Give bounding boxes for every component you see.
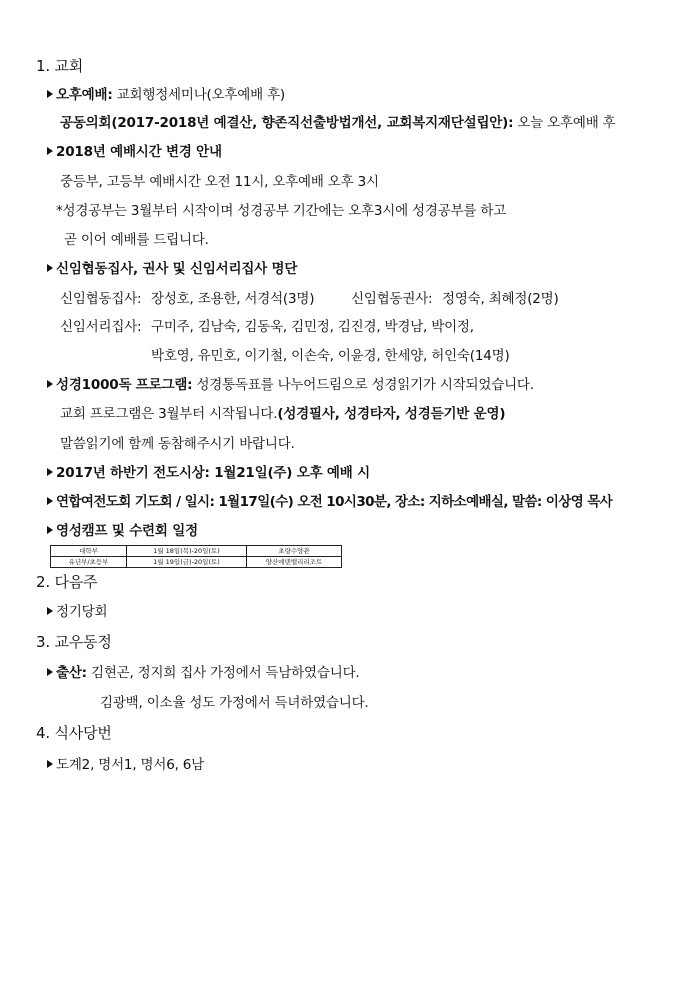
- deacon-label: 신임협동집사:: [60, 291, 142, 307]
- camp-group: 대학부: [51, 546, 127, 557]
- camp-dates: 1월 19일(금)-20일(토): [127, 557, 247, 568]
- meal-duty-text: 도계2, 명서1, 명서6, 6남: [56, 757, 204, 773]
- officers-heading-text: 신임협동집사, 권사 및 신임서리집사 명단: [56, 261, 298, 277]
- camp-heading-text: 영성캠프 및 수련회 일정: [56, 523, 198, 539]
- worship-time-heading-text: 2018년 예배시간 변경 안내: [56, 144, 222, 160]
- table-row: [51, 557, 342, 568]
- worship-time-line-3: 곧 이어 예배를 드립니다.: [64, 232, 209, 248]
- camp-place: 초량수양관: [247, 546, 342, 557]
- bible-program-start: 교회 프로그램은 3월부터 시작됩니다.: [60, 406, 278, 422]
- bullet-triangle-icon: [47, 668, 53, 676]
- bible-program-groups: (성경필사, 성경타자, 성경듣기반 운영): [277, 406, 506, 422]
- bible-program-line-2: [60, 405, 505, 423]
- worship-time-line-1: 중등부, 고등부 예배시간 오전 11시, 오후예배 오후 3시: [60, 174, 379, 190]
- deacon-names: 장성호, 조용한, 서경석(3명): [151, 291, 315, 307]
- acting-deacon-names-2: 박호영, 유민호, 이기철, 이손숙, 이윤경, 한세양, 허인숙(14명): [151, 348, 510, 364]
- bullet-triangle-icon: [47, 497, 53, 505]
- bullet-triangle-icon: [47, 147, 53, 155]
- bullet-triangle-icon: [47, 468, 53, 476]
- bullet-triangle-icon: [47, 526, 53, 534]
- worship-time-heading: [47, 143, 222, 161]
- birth-news-line-2: 김광백, 이소율 성도 가정에서 득녀하였습니다.: [100, 695, 369, 711]
- bible-program-label: 성경1000독 프로그램:: [56, 377, 193, 393]
- bullet-triangle-icon: [47, 380, 53, 388]
- bible-program-text: 성경통독표를 나누어드림으로 성경읽기가 시작되었습니다.: [192, 377, 534, 393]
- next-week-text: 정기당회: [56, 604, 108, 620]
- bullet-triangle-icon: [47, 760, 53, 768]
- acting-deacon-names-1: 구미주, 김남숙, 김동욱, 김민정, 김진경, 박경남, 박이정,: [151, 319, 474, 335]
- bullet-triangle-icon: [47, 607, 53, 615]
- birth-news-line-1: 김현곤, 정지희 집사 가정에서 득남하였습니다.: [86, 665, 360, 681]
- table-row: [51, 546, 342, 557]
- section-title-church: 1. 교회: [36, 57, 84, 75]
- afternoon-service-item: [47, 86, 285, 104]
- bible-program-item: [47, 376, 534, 394]
- section-title-next-week: 2. 다음주: [36, 573, 98, 591]
- women-prayer-item: [47, 493, 612, 511]
- next-week-item: [47, 603, 107, 621]
- bullet-triangle-icon: [47, 90, 53, 98]
- elder-names: 정영숙, 최혜정(2명): [442, 291, 559, 307]
- camp-dates: 1월 18일(목)-20일(토): [127, 546, 247, 557]
- camp-heading: [47, 522, 198, 540]
- camp-place: 양산에덴밸리리조트: [247, 557, 342, 568]
- meal-duty-item: [47, 756, 204, 774]
- officers-heading: [47, 260, 297, 278]
- elder-label: 신임협동권사:: [351, 291, 433, 307]
- birth-news-item: [47, 664, 360, 682]
- joint-assembly-line: [60, 114, 615, 132]
- section-title-members: 3. 교우동정: [36, 633, 112, 651]
- joint-assembly-text: 오늘 오후예배 후: [513, 115, 616, 131]
- worship-time-line-2: *성경공부는 3월부터 시작이며 성경공부 기간에는 오후3시에 성경공부를 하고: [56, 203, 507, 219]
- afternoon-service-label: 오후예배:: [56, 87, 113, 103]
- camp-group: 유년부/초등부: [51, 557, 127, 568]
- bible-program-line-3: 말씀읽기에 함께 동참해주시기 바랍니다.: [60, 436, 295, 452]
- camp-schedule-table: [50, 545, 342, 568]
- acting-deacon-label: 신임서리집사:: [60, 319, 142, 335]
- afternoon-service-text: 교회행정세미나(오후예배 후): [112, 87, 285, 103]
- women-prayer-text: 연합여전도회 기도회 / 일시: 1월17일(수) 오전 10시30분, 장소: 지하소예배실, 말씀: 이상영 목사: [56, 494, 613, 510]
- evangelism-award-text: 2017년 하반기 전도시상: 1월21일(주) 오후 예배 시: [56, 465, 370, 481]
- section-title-meal-duty: 4. 식사당번: [36, 724, 112, 742]
- birth-news-label: 출산:: [56, 665, 87, 681]
- bullet-triangle-icon: [47, 264, 53, 272]
- joint-assembly-label: 공동의회(2017-2018년 예결산, 향존직선출방법개선, 교회복지재단설립안):: [60, 115, 514, 131]
- evangelism-award-item: [47, 464, 370, 482]
